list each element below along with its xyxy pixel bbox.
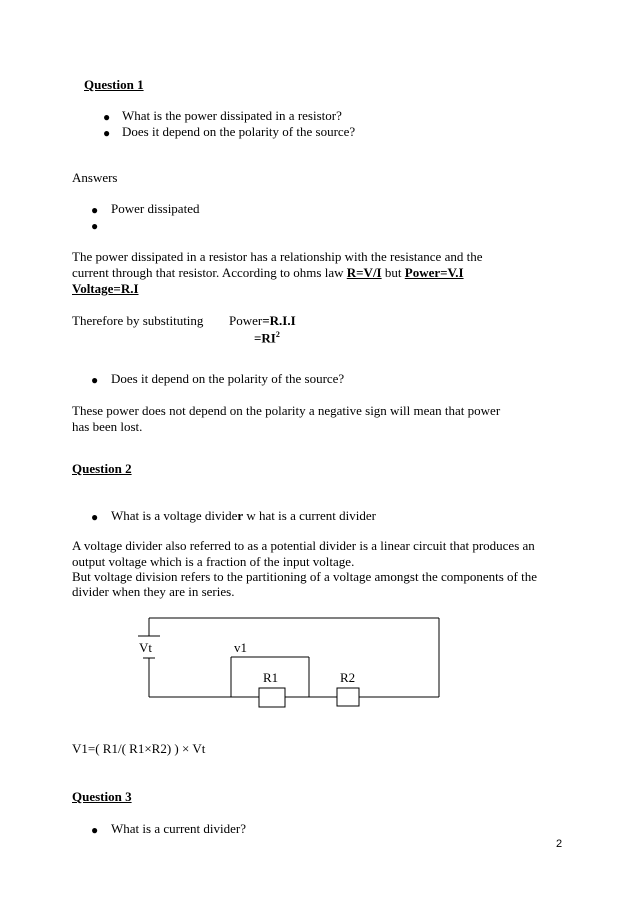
polarity-question: Does it depend on the polarity of the source? (111, 371, 345, 386)
bullet-icon: ● (91, 823, 99, 837)
voltage-divider-formula: V1=( R1/( R1×R2) ) × Vt (72, 741, 206, 756)
answers-label: Answers (72, 170, 118, 185)
power-ri-value: =R.I.I (262, 313, 296, 328)
page-number: 2 (556, 838, 563, 850)
question-3-item: What is a current divider? (111, 821, 246, 836)
voltage-divider-paragraph-line: A voltage divider also referred to as a potential divider is a linear circuit that produces an (72, 538, 535, 553)
voltage-formula: Voltage=R.I (72, 281, 139, 296)
bullet-icon: ● (103, 110, 111, 124)
bullet-icon: ● (91, 219, 99, 233)
source-label: Vt (139, 640, 152, 655)
ri-exponent: 2 (275, 330, 280, 339)
question-3-heading: Question 3 (72, 789, 132, 804)
bullet-icon: ● (91, 203, 99, 217)
question-1-item: Does it depend on the polarity of the source? (122, 124, 356, 139)
r2-label: R2 (340, 670, 356, 685)
q2-text-wh: w h (246, 508, 266, 523)
r1-label: R1 (263, 670, 279, 685)
power-formula: Power=V.I (404, 265, 464, 280)
bullet-icon: ● (91, 373, 99, 387)
resistor-r1 (259, 688, 285, 707)
question-1-item: What is the power dissipated in a resistor? (122, 108, 342, 123)
answer-item: Power dissipated (111, 201, 200, 216)
q2-text-prefix: What is a voltage divide (111, 508, 238, 523)
polarity-answer-line: has been lost. (72, 419, 143, 434)
question-1-heading: Question 1 (84, 77, 144, 92)
q2-bold-r: r (237, 508, 244, 523)
power-paragraph-text: current through that resistor. According to ohms law (72, 265, 344, 280)
voltage-divider-paragraph-line: output voltage which is a fraction of the input voltage. (72, 554, 355, 569)
power-word: Power (229, 313, 263, 328)
q2-text-rest: at is a current divider (265, 508, 376, 523)
voltage-divider-paragraph-line: divider when they are in series. (72, 584, 235, 599)
bullet-icon: ● (91, 510, 99, 524)
ohms-law-formula: R=V/I (346, 265, 382, 280)
voltage-divider-paragraph-line: But voltage division refers to the partitioning of a voltage amongst the components of the (72, 569, 538, 584)
substitution-label: Therefore by substituting (72, 313, 204, 328)
ri-base: =RI (254, 330, 276, 346)
bullet-icon: ● (103, 126, 111, 140)
but-word: but (384, 265, 402, 280)
power-paragraph-line: The power dissipated in a resistor has a relationship with the resistance and the (72, 249, 483, 264)
question-2-heading: Question 2 (72, 461, 132, 476)
node-label-v1: v1 (234, 640, 247, 655)
polarity-answer-line: These power does not depend on the polarity a negative sign will mean that power (72, 403, 501, 418)
resistor-r2 (337, 688, 359, 706)
